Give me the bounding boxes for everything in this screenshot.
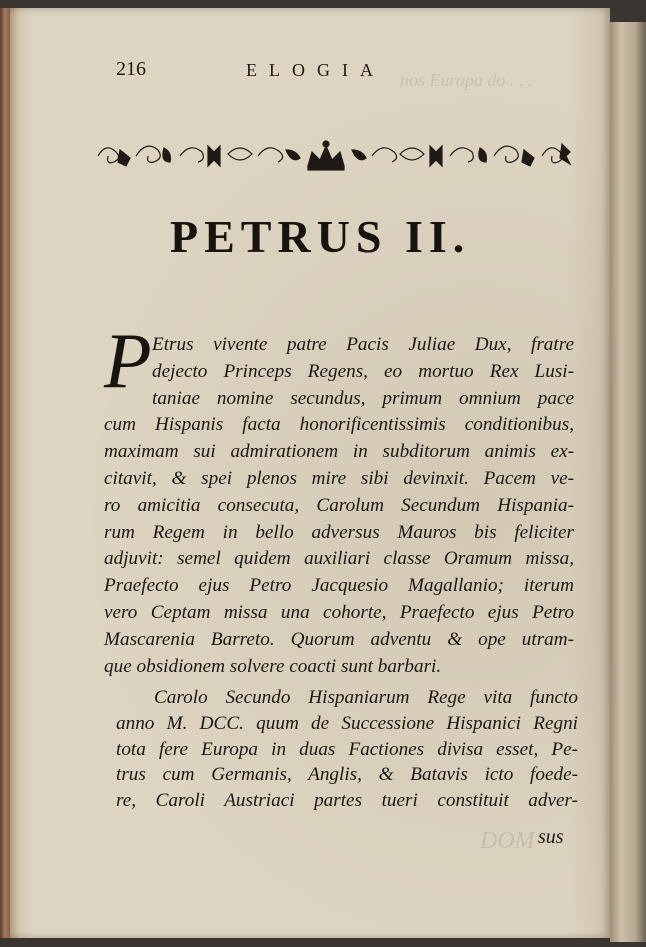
text-line: citavit, & spei plenos mire sibi devinxit. Pacem ve- — [104, 467, 574, 489]
drop-cap: P — [104, 317, 152, 404]
text-line: Etrus vivente patre Pacis Juliae Dux, fratre — [152, 334, 574, 355]
page-title: PETRUS II. — [170, 211, 471, 262]
text-line: re, Caroli Austriaci partes tueri constituit adver- — [116, 790, 578, 812]
text-line: tota fere Europa in duas Factiones divisa esset, Pe- — [116, 738, 578, 760]
text-line: Praefecto ejus Petro Jacquesio Magallanio; iterum — [104, 575, 574, 597]
text-line: ro amicitia consecuta, Carolum Secundum Hispania- — [104, 494, 574, 516]
floral-crown-ornament-icon — [96, 136, 574, 176]
text-line: adjuvit: semel quidem auxiliari classe Oramum missa, — [104, 548, 574, 570]
text-line: anno M. DCC. quum de Successione Hispanici Regni — [116, 712, 578, 734]
text-line: vero Ceptam missa una cohorte, Praefecto ejus Petro — [104, 601, 574, 623]
show-through-text: DOM — [480, 828, 535, 854]
text-line: trus cum Germanis, Anglis, & Batavis icto foede- — [116, 764, 578, 786]
paragraph-2 — [116, 685, 578, 814]
text-line: cum Hispanis facta honorificentissimis conditionibus, — [104, 414, 574, 436]
running-head: ELOGIA — [246, 60, 385, 80]
text-line: Carolo Secundo Hispaniarum Rege vita functo — [154, 687, 578, 708]
text-line: Mascarenia Barreto. Quorum adventu & ope utram- — [104, 628, 574, 650]
paragraph-1 — [104, 332, 574, 680]
page-header — [116, 58, 586, 88]
text-line: que obsidionem solvere coacti sunt barbari. — [104, 655, 442, 677]
text-line: maximam sui admirationem in subditorum animis ex- — [104, 441, 574, 463]
page-stack-edge — [610, 22, 646, 942]
text-line: dejecto Princeps Regens, eo mortuo Rex Lusi- — [152, 360, 574, 382]
text-line: rum Regem in bello adversus Mauros bis feliciter — [104, 521, 574, 543]
show-through-text: nos Europa do . . . — [400, 70, 533, 90]
text-line: taniae nomine secundus, primum omnium pace — [152, 387, 574, 409]
book-binding-edge — [0, 8, 10, 938]
page-number: 216 — [116, 58, 146, 80]
catchword: sus — [538, 826, 564, 848]
